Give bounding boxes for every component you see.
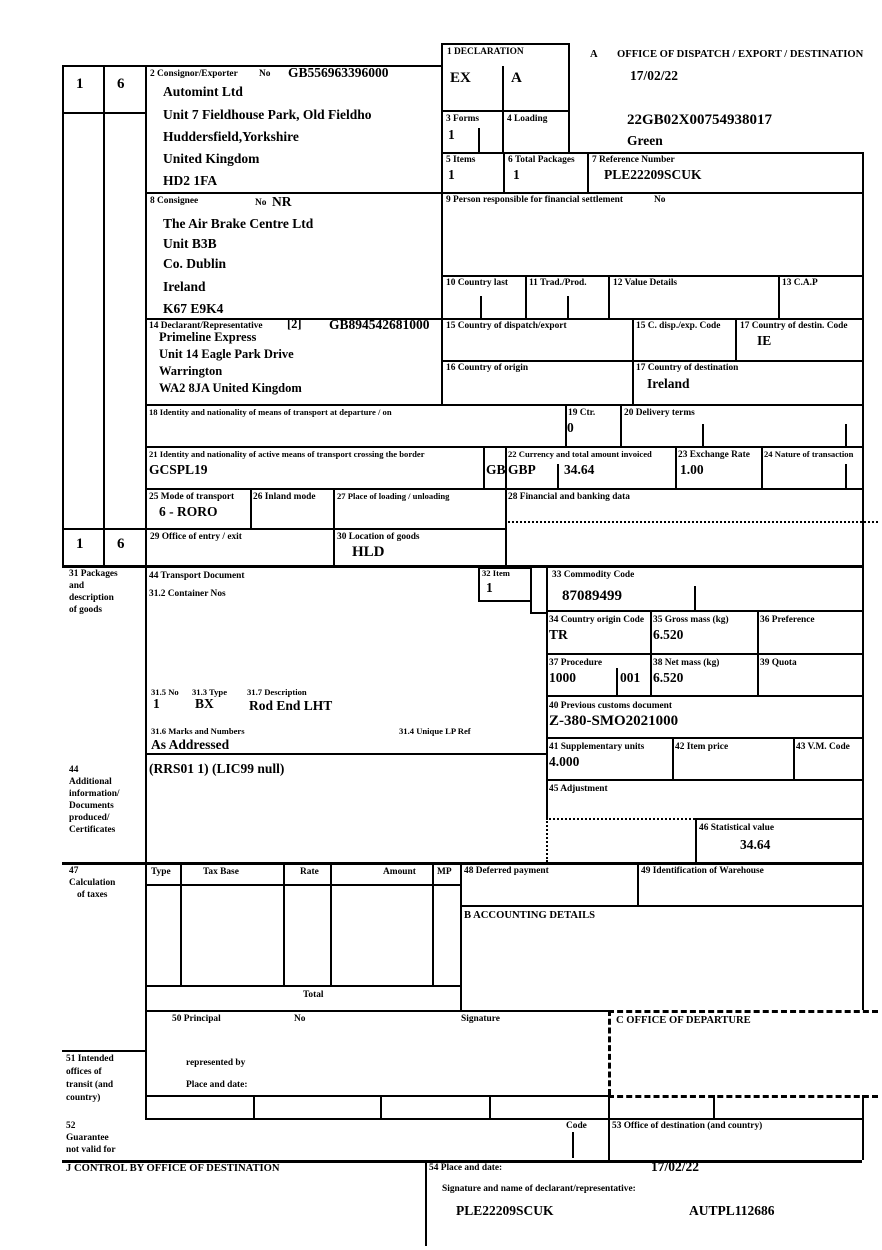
box20-label: 20 Delivery terms	[624, 408, 695, 418]
box13-label: 13 C.A.P	[782, 278, 818, 288]
box31-6-label: 31.6 Marks and Numbers	[151, 726, 245, 736]
box44-label-6: Certificates	[69, 825, 116, 835]
border-line	[283, 862, 285, 985]
box50-label: 50 Principal	[172, 1014, 221, 1024]
net-mass: 6.520	[653, 670, 684, 685]
border-line	[441, 110, 568, 112]
copy-number-1b: 1	[76, 536, 84, 552]
box37-label: 37 Procedure	[549, 658, 603, 668]
box33-label: 33 Commodity Code	[552, 570, 635, 580]
border-line	[778, 275, 780, 318]
box51-label-3: transit (and	[66, 1080, 114, 1090]
box29-label: 29 Office of entry / exit	[150, 532, 242, 542]
border-line	[620, 404, 622, 446]
dashed-line	[608, 1010, 878, 1013]
box54-date: 17/02/22	[651, 1159, 700, 1174]
routing-status: Green	[627, 133, 663, 148]
box34-label: 34 Country origin Code	[549, 615, 645, 625]
border-line	[793, 737, 795, 779]
box31-4-label: 31.4 Unique LP Ref	[399, 726, 471, 736]
tax-total-label: Total	[303, 990, 324, 1000]
border-line	[145, 192, 862, 194]
tick-line	[478, 128, 480, 152]
border-line	[616, 668, 618, 695]
box32-label: 32 Item	[482, 568, 510, 578]
tick-line	[567, 296, 569, 318]
box46-label: 46 Statistical value	[699, 823, 774, 833]
box54-signature-label: Signature and name of declarant/representative:	[442, 1184, 636, 1194]
box31-5-label: 31.5 No	[151, 687, 179, 697]
border-line	[546, 565, 548, 818]
box45-label: 45 Adjustment	[549, 784, 608, 794]
border-line	[637, 862, 639, 905]
consignor-address-2: Huddersfield,Yorkshire	[163, 129, 299, 144]
border-line	[145, 404, 862, 406]
box8-no-label: No	[255, 198, 267, 208]
consignor-country: United Kingdom	[163, 151, 260, 166]
box54-signature-value: PLE22209SCUK	[456, 1203, 554, 1218]
box28-label: 28 Financial and banking data	[508, 492, 630, 502]
box51-label-2: offices of	[66, 1067, 102, 1077]
border-line	[441, 43, 443, 404]
box21-label: 21 Identity and nationality of active means of transport crossing the border	[149, 449, 425, 459]
border-line	[632, 318, 634, 404]
box19-label: 19 Ctr.	[568, 408, 596, 418]
border-line	[608, 275, 610, 318]
box4-label: 4 Loading	[507, 114, 548, 124]
consignor-eori: GB556963396000	[288, 65, 389, 80]
border-line	[145, 884, 460, 886]
declaration-type: EX	[450, 70, 471, 86]
box6-value: 1	[513, 167, 520, 182]
item-number: 1	[486, 580, 493, 595]
box7-label: 7 Reference Number	[592, 155, 675, 165]
box47-label-1: 47	[69, 866, 79, 876]
border-line	[503, 152, 505, 192]
border-line	[862, 1095, 864, 1160]
box44-label-5: produced/	[69, 813, 110, 823]
box14-label: 14 Declarant/Representative	[149, 321, 263, 331]
transport-nationality: GB	[486, 462, 506, 477]
box47-label-2: Calculation	[69, 878, 116, 888]
box36-label: 36 Preference	[760, 615, 815, 625]
border-line	[695, 818, 697, 862]
tick-line	[572, 1132, 574, 1158]
box54-declarant-name: AUTPL112686	[689, 1203, 775, 1218]
box49-label: 49 Identification of Warehouse	[641, 866, 764, 876]
border-line	[546, 779, 862, 781]
border-line	[145, 318, 862, 320]
place-and-date-label: Place and date:	[186, 1080, 248, 1090]
transport-identity: GCSPL19	[149, 462, 208, 477]
consignee-no: NR	[272, 194, 292, 209]
dashed-line	[608, 1010, 611, 1095]
box31-7-label: 31.7 Description	[247, 687, 307, 697]
box44t-label: 44 Transport Document	[149, 571, 245, 581]
dotted-line	[546, 818, 548, 862]
represented-by-label: represented by	[186, 1058, 246, 1068]
border-line	[333, 488, 335, 565]
border-line	[483, 446, 485, 488]
exchange-rate: 1.00	[680, 462, 704, 477]
box5-value: 1	[448, 167, 455, 182]
border-line	[672, 737, 674, 779]
border-line	[330, 862, 332, 985]
border-line	[608, 1118, 610, 1160]
box23-label: 23 Exchange Rate	[678, 450, 750, 460]
package-count: 1	[153, 696, 160, 711]
border-line	[502, 66, 504, 152]
border-line	[530, 567, 532, 612]
box10-label: 10 Country last	[446, 278, 508, 288]
border-line	[546, 610, 862, 612]
border-line	[441, 43, 568, 45]
tick-line	[845, 464, 847, 488]
border-line	[546, 653, 862, 655]
border-line	[478, 600, 530, 602]
tick-line	[845, 424, 847, 446]
box27-label: 27 Place of loading / unloading	[337, 491, 450, 501]
goods-location: HLD	[352, 544, 385, 560]
box38-label: 38 Net mass (kg)	[653, 658, 720, 668]
box50-signature-label: Signature	[461, 1014, 500, 1024]
box31-2-label: 31.2 Container Nos	[149, 589, 226, 599]
section-b-heading: B ACCOUNTING DETAILS	[464, 910, 596, 921]
border-line	[478, 567, 480, 600]
reference-number: PLE22209SCUK	[604, 167, 702, 182]
box22-label: 22 Currency and total amount invoiced	[508, 449, 652, 459]
box47-label-3: of taxes	[77, 890, 108, 900]
box51-label-4: country)	[66, 1093, 101, 1103]
previous-document: Z-380-SMO2021000	[549, 713, 679, 729]
dashed-line	[608, 1095, 878, 1098]
border-line	[253, 1095, 255, 1118]
border-line	[587, 152, 589, 192]
declarant-address-1: Unit 14 Eagle Park Drive	[159, 347, 294, 361]
gross-mass: 6.520	[653, 627, 684, 642]
section-c-heading: C OFFICE OF DEPARTURE	[616, 1015, 751, 1026]
box8-label: 8 Consignee	[150, 196, 199, 206]
border-line	[250, 488, 252, 528]
container-flag: 0	[567, 420, 574, 435]
box51-label-1: 51 Intended	[66, 1054, 114, 1064]
box12-label: 12 Value Details	[613, 278, 678, 288]
origin-country-code: TR	[549, 627, 568, 642]
box50-no-label: No	[294, 1014, 306, 1024]
consignee-postcode: K67 E9K4	[163, 301, 224, 316]
border-line	[145, 446, 862, 448]
border-line	[145, 1010, 608, 1012]
declarant-status-code: [2]	[287, 317, 302, 331]
box31-label-4: of goods	[69, 605, 103, 615]
tax-col-base: Tax Base	[203, 867, 239, 877]
box5-label: 5 Items	[446, 155, 476, 165]
border-line	[695, 818, 862, 820]
border-line	[862, 152, 864, 1010]
box15-label: 15 Country of dispatch/export	[446, 321, 567, 331]
package-type: BX	[195, 696, 214, 711]
border-line	[650, 610, 652, 695]
box44-label-1: 44	[69, 765, 79, 775]
box25-label: 25 Mode of transport	[149, 492, 235, 502]
movement-reference-number: 22GB02X00754938017	[627, 112, 773, 128]
copy-number-6: 6	[117, 76, 125, 92]
box11-label: 11 Trad./Prod.	[529, 278, 587, 288]
consignee-country: Ireland	[163, 279, 206, 294]
box15a-label: 15 C. disp./exp. Code	[636, 321, 721, 331]
border-line	[145, 1095, 608, 1097]
additional-information: (RRS01 1) (LIC99 null)	[149, 761, 285, 776]
box16-label: 16 Country of origin	[446, 363, 529, 373]
box31-label-3: description	[69, 593, 114, 603]
dotted-line	[505, 521, 878, 523]
border-line	[145, 65, 147, 1118]
box41-label: 41 Supplementary units	[549, 742, 645, 752]
border-line	[735, 318, 737, 360]
consignee-name: The Air Brake Centre Ltd	[163, 216, 314, 231]
border-line	[145, 753, 546, 755]
copy-number-6b: 6	[117, 536, 125, 552]
box31-label-1: 31 Packages	[69, 569, 118, 579]
box35-label: 35 Gross mass (kg)	[653, 615, 729, 625]
box54-label: 54 Place and date:	[429, 1163, 503, 1173]
thick-border-line	[62, 862, 862, 865]
box1-label: 1 DECLARATION	[447, 47, 524, 57]
box31-3-label: 31.3 Type	[192, 687, 228, 697]
box9-no-label: No	[654, 195, 666, 205]
consignor-address-1: Unit 7 Fieldhouse Park, Old Fieldho	[163, 107, 372, 122]
tick-line	[702, 424, 704, 446]
declarant-address-3: WA2 8JA United Kingdom	[159, 381, 302, 395]
marks-and-numbers: As Addressed	[151, 737, 230, 752]
border-line	[145, 1118, 862, 1120]
border-line	[530, 612, 546, 614]
statistical-value: 34.64	[740, 837, 771, 852]
tax-col-mp: MP	[437, 867, 452, 877]
declarant-address-2: Warrington	[159, 364, 223, 378]
supplementary-units: 4.000	[549, 754, 580, 769]
border-line	[180, 862, 182, 985]
tick-line	[557, 464, 559, 488]
box3-value: 1	[448, 127, 455, 142]
box40-label: 40 Previous customs document	[549, 701, 673, 711]
commodity-code: 87089499	[562, 588, 622, 604]
office-a-prefix: A	[590, 49, 598, 60]
destination-country-code: IE	[757, 333, 772, 348]
tax-col-amount: Amount	[383, 867, 416, 877]
border-line	[546, 695, 862, 697]
box9-label: 9 Person responsible for financial settlement	[446, 195, 623, 205]
box24-label: 24 Nature of transaction	[764, 449, 854, 459]
box52-label-1: 52	[66, 1121, 76, 1131]
box43-label: 43 V.M. Code	[796, 742, 850, 752]
box52-code-label: Code	[566, 1121, 587, 1131]
office-a-heading: OFFICE OF DISPATCH / EXPORT / DESTINATION	[617, 49, 864, 60]
box18-label: 18 Identity and nationality of means of transport at departure / on	[149, 407, 392, 417]
border-line	[460, 862, 462, 1010]
border-line	[460, 905, 862, 907]
border-line	[525, 275, 527, 318]
box6-label: 6 Total Packages	[508, 155, 575, 165]
border-line	[489, 1095, 491, 1118]
border-line	[145, 488, 862, 490]
box44-label-3: information/	[69, 789, 120, 799]
declarant-eori: GB894542681000	[329, 317, 430, 332]
border-line	[608, 1095, 610, 1118]
consignee-address-1: Unit B3B	[163, 236, 217, 251]
box52-label-3: not valid for	[66, 1145, 116, 1155]
border-line	[761, 446, 763, 488]
border-line	[713, 1095, 715, 1118]
office-a-date: 17/02/22	[630, 68, 679, 83]
tax-col-type: Type	[151, 867, 171, 877]
consignor-postcode: HD2 1FA	[163, 173, 218, 188]
section-j-heading: J CONTROL BY OFFICE OF DESTINATION	[66, 1163, 280, 1174]
declarant-name: Primeline Express	[159, 330, 257, 344]
box2-label: 2 Consignor/Exporter	[150, 69, 238, 79]
consignee-address-2: Co. Dublin	[163, 256, 227, 271]
consignor-name: Automint Ltd	[163, 84, 243, 99]
box30-label: 30 Location of goods	[337, 532, 420, 542]
destination-country: Ireland	[647, 376, 690, 391]
border-line	[568, 43, 570, 152]
border-line	[546, 737, 862, 739]
box52-label-2: Guarantee	[66, 1133, 109, 1143]
procedure-code-2: 001	[620, 670, 641, 685]
box42-label: 42 Item price	[675, 742, 729, 752]
tax-col-rate: Rate	[300, 867, 319, 877]
box39-label: 39 Quota	[760, 658, 797, 668]
invoice-currency: GBP	[508, 462, 536, 477]
border-line	[62, 1050, 145, 1052]
box2-no-label: No	[259, 69, 271, 79]
box31-label-2: and	[69, 581, 85, 591]
box44-label-4: Documents	[69, 801, 114, 811]
border-line	[432, 862, 434, 985]
tick-line	[480, 296, 482, 318]
box48-label: 48 Deferred payment	[464, 866, 549, 876]
border-line	[103, 65, 105, 565]
box53-label: 53 Office of destination (and country)	[612, 1121, 763, 1131]
border-line	[694, 586, 696, 610]
border-line	[62, 65, 64, 565]
border-line	[757, 610, 759, 695]
box3-label: 3 Forms	[446, 114, 480, 124]
box17-label: 17 Country of destination	[636, 363, 739, 373]
mode-of-transport: 6 - RORO	[159, 504, 218, 519]
goods-description: Rod End LHT	[249, 698, 333, 713]
dotted-line	[546, 818, 695, 820]
border-line	[145, 985, 460, 987]
box26-label: 26 Inland mode	[253, 492, 316, 502]
declaration-class: A	[511, 70, 522, 86]
border-line	[380, 1095, 382, 1118]
border-line	[425, 1160, 427, 1246]
border-line	[441, 360, 862, 362]
invoice-amount: 34.64	[564, 462, 595, 477]
border-line	[675, 446, 677, 488]
thick-border-line	[62, 565, 862, 568]
copy-number-1: 1	[76, 76, 84, 92]
box44-label-2: Additional	[69, 777, 112, 787]
box17a-label: 17 Country of destin. Code	[740, 321, 848, 331]
border-line	[441, 275, 862, 277]
procedure-code: 1000	[549, 670, 576, 685]
border-line	[62, 528, 505, 530]
